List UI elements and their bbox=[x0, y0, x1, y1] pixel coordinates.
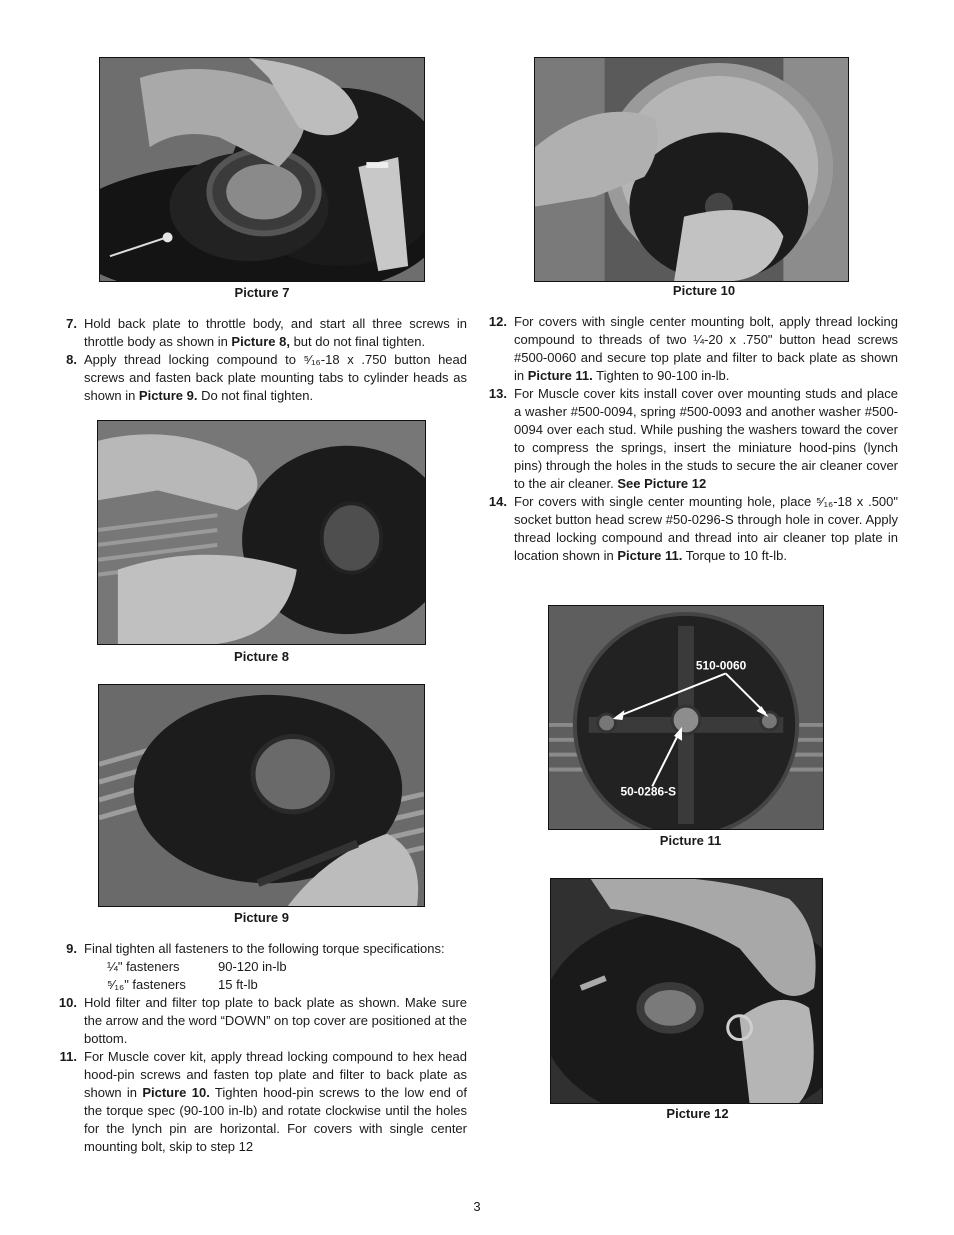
step-12 bbox=[485, 313, 898, 385]
picture-12-photo bbox=[550, 878, 823, 1104]
fastener-size: ⁵⁄₁₆" fasteners bbox=[107, 977, 186, 992]
step-text: Do not final tighten. bbox=[197, 388, 314, 403]
torque-row bbox=[107, 958, 467, 976]
picture-11-photo bbox=[548, 605, 824, 830]
step-text: For Muscle cover kit, apply thread locking compound to hex head hood-pin screws and fasten top plate and filter to back plate as shown in bbox=[84, 1049, 467, 1100]
picture-reference: Picture 10. bbox=[142, 1085, 210, 1100]
step-text: Tighten to 90-100 in-lb. bbox=[592, 368, 730, 383]
picture-reference: See Picture 12 bbox=[617, 476, 707, 491]
torque-row bbox=[107, 976, 467, 994]
torque-spec-table bbox=[55, 958, 467, 994]
step-text: Tighten hood-pin screws to the low end of the torque spec (90-100 in-lb) and rotate clockwise until the holes for the lynch pin are horizontal. For covers with single center mounting bolt, skip to step 12 bbox=[84, 1085, 467, 1154]
torque-value: 90-120 in-lb bbox=[218, 959, 287, 974]
torque-value: 15 ft-lb bbox=[218, 977, 258, 992]
step-text: but do not final tighten. bbox=[289, 334, 426, 349]
step-text: Apply thread locking compound to ⁵⁄₁₆-18 x .750 button head screws and fasten back plate mounting tabs to cylinder heads as shown in bbox=[84, 352, 467, 403]
picture-reference: Picture 11. bbox=[527, 368, 593, 383]
step-text: Torque to 10 ft-lb. bbox=[682, 548, 787, 563]
picture-reference: Picture 8, bbox=[231, 334, 290, 349]
step-number: 7. bbox=[66, 316, 77, 331]
callout-510-0060: 510-0060 bbox=[695, 658, 747, 673]
step-text: Hold filter and filter top plate to back plate as shown. Make sure the arrow and the word “DOWN” on top cover are positioned at the bottom. bbox=[84, 995, 467, 1046]
step-number: 12. bbox=[488, 314, 507, 329]
picture-reference: Picture 11. bbox=[617, 548, 683, 563]
step-text: For Muscle cover kits install cover over mounting studs and place a washer #500-0094, spring #500-0093 and another washer #500-0094 over each stud. While pushing the washers toward the cover to compress the springs, insert the miniature hood-pins (lynch pins) through the holes in the studs to secure the air cleaner cover to the air cleaner. bbox=[514, 386, 898, 491]
page-number: 3 bbox=[473, 1199, 481, 1214]
picture-11-caption: Picture 11 bbox=[659, 833, 722, 848]
picture-7-photo bbox=[99, 57, 425, 282]
step-number: 9. bbox=[66, 941, 77, 956]
step-number: 10. bbox=[58, 995, 77, 1010]
callout-50-0286-s: 50-0286-S bbox=[620, 784, 677, 799]
picture-12-caption: Picture 12 bbox=[666, 1106, 729, 1121]
step-text: Final tighten all fasteners to the following torque specifications: bbox=[84, 941, 445, 956]
picture-reference: Picture 9. bbox=[138, 388, 198, 403]
step-number: 11. bbox=[59, 1049, 77, 1064]
step-7 bbox=[55, 315, 467, 351]
step-13 bbox=[485, 385, 898, 493]
step-11 bbox=[55, 1048, 467, 1156]
picture-8-caption: Picture 8 bbox=[234, 649, 289, 664]
step-text: For covers with single center mounting hole, place ⁵⁄₁₆-18 x .500" socket button head screw #50-0296-S through hole in cover. Apply thread locking compound and thread into air cleaner top plate in location shown in bbox=[514, 494, 898, 563]
step-14 bbox=[485, 493, 898, 565]
step-number: 14. bbox=[488, 494, 507, 509]
step-number: 13. bbox=[488, 386, 507, 401]
left-steps-lower bbox=[55, 940, 467, 1156]
picture-9-caption: Picture 9 bbox=[234, 910, 289, 925]
fastener-size: ¼" fasteners bbox=[107, 959, 180, 974]
step-text: For covers with single center mounting bolt, apply thread locking compound to threads of two ¼-20 x .750" button head screws #500-0060 and secure top plate and filter to back plate as shown in bbox=[514, 314, 898, 383]
picture-10-photo bbox=[534, 57, 849, 282]
picture-8-photo bbox=[97, 420, 426, 645]
left-steps-upper bbox=[55, 315, 467, 405]
right-steps bbox=[485, 313, 898, 565]
step-text: Hold back plate to throttle body, and start all three screws in throttle body as shown in bbox=[84, 316, 467, 349]
step-number: 8. bbox=[66, 352, 77, 367]
step-8 bbox=[55, 351, 467, 405]
picture-7-caption: Picture 7 bbox=[234, 285, 290, 300]
picture-10-caption: Picture 10 bbox=[672, 283, 736, 298]
step-10 bbox=[55, 994, 467, 1048]
step-9 bbox=[55, 940, 467, 958]
picture-9-photo bbox=[98, 684, 425, 907]
